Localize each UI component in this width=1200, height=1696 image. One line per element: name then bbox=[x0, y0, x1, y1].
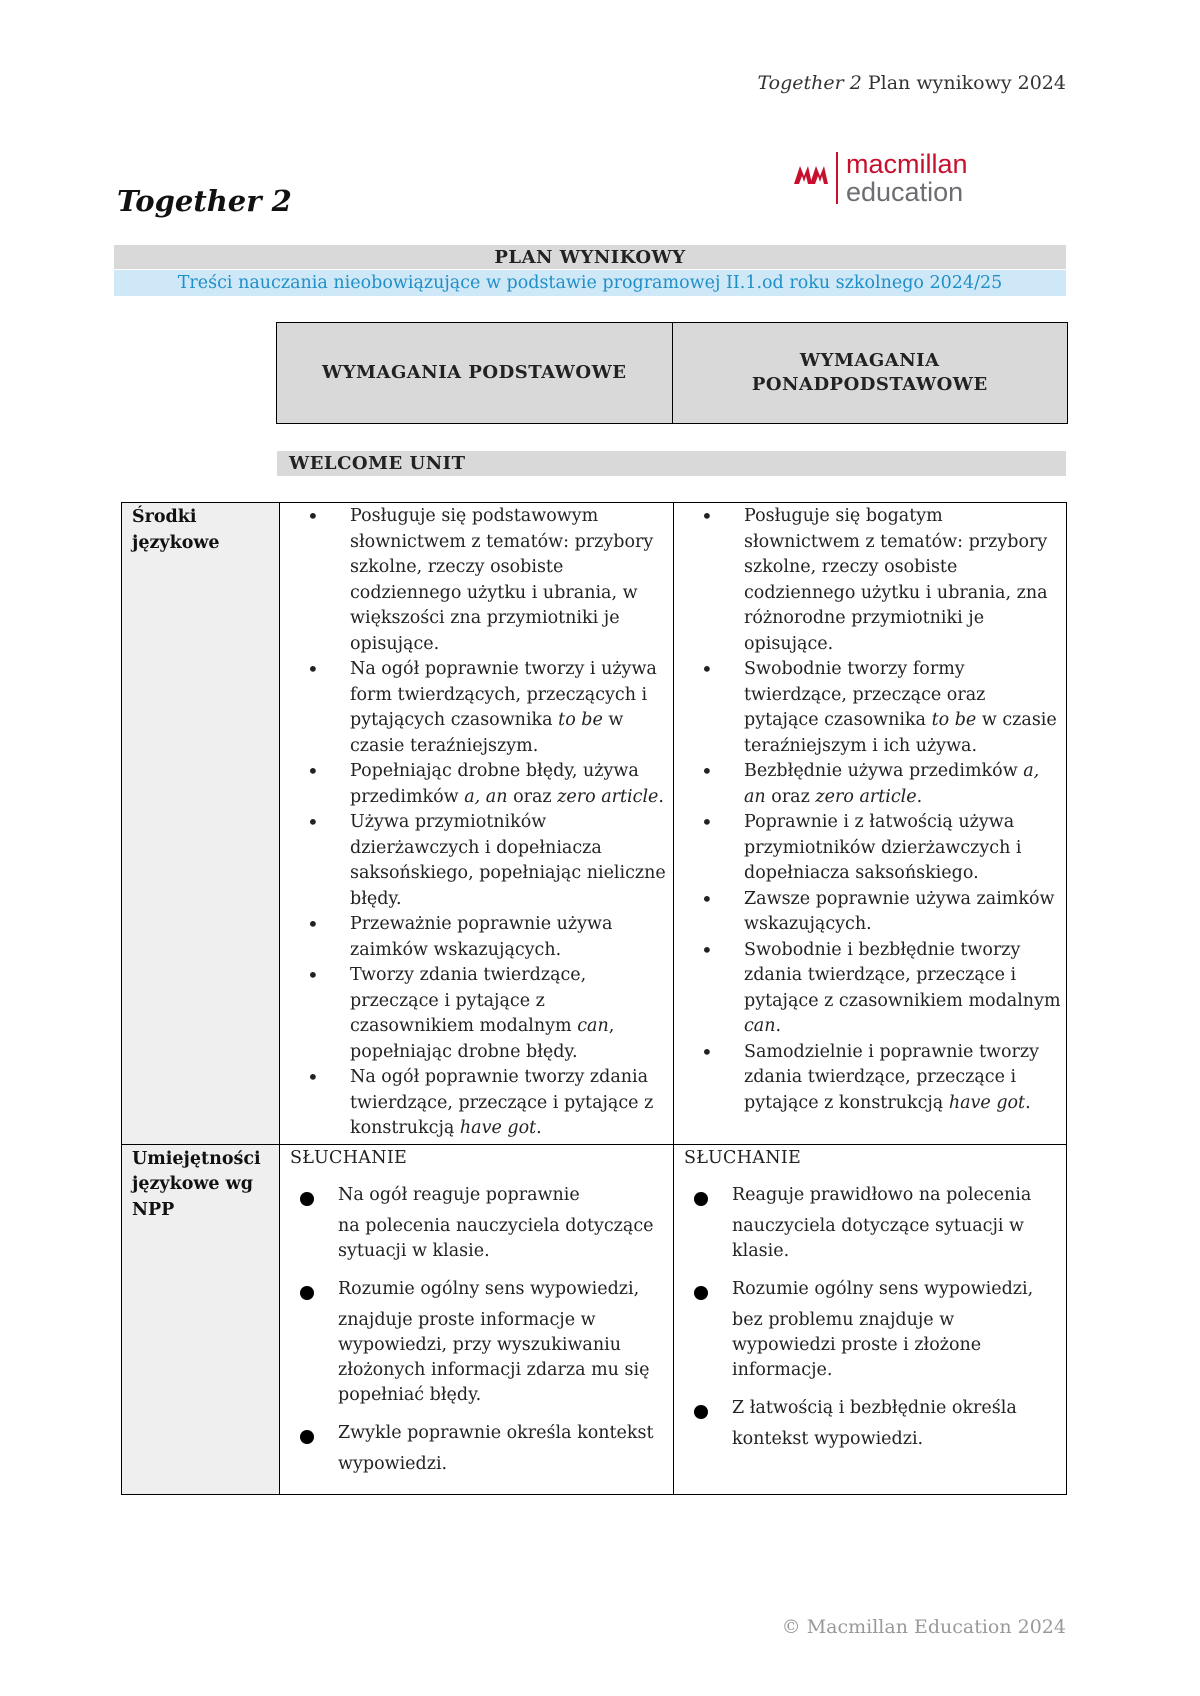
italic-term: a, an bbox=[464, 786, 508, 807]
item-text: Posługuje się bogatym słownictwem z tematów: przybory szkolne, rzeczy osobiste codziennego użytku i ubrania, zna różnorodne przymiotniki je opisujące. bbox=[744, 506, 1048, 654]
item-text: , popełniając drobne błędy. bbox=[350, 1016, 615, 1062]
list-item bbox=[686, 887, 1062, 938]
footer-copyright: © Macmillan Education 2024 bbox=[781, 1616, 1066, 1638]
series-name: Together 2 bbox=[757, 72, 862, 94]
table-row bbox=[122, 503, 1067, 1145]
item-text: Z łatwością i bezbłędnie określa bbox=[732, 1398, 1017, 1418]
plan-heading: PLAN WYNIKOWY bbox=[114, 245, 1066, 269]
macmillan-logo bbox=[792, 150, 992, 210]
list-item bbox=[290, 1421, 665, 1477]
list-item bbox=[292, 504, 669, 657]
list-item bbox=[686, 938, 1062, 1040]
advanced-cell bbox=[674, 1144, 1067, 1494]
item-text: Przeważnie poprawnie używa zaimków wskazujących. bbox=[350, 914, 613, 960]
basic-list bbox=[280, 1171, 673, 1491]
italic-term: zero article bbox=[557, 786, 659, 807]
advanced-requirements-heading: WYMAGANIA PONADPODSTAWOWE bbox=[672, 323, 1068, 423]
logo-wordmark-macmillan: macmillan bbox=[846, 149, 968, 179]
requirements-header bbox=[276, 322, 1068, 424]
item-text: . bbox=[536, 1118, 542, 1138]
item-text: wypowiedzi. bbox=[338, 1454, 448, 1474]
item-text: nauczyciela dotyczące sytuacji w klasie. bbox=[732, 1216, 1025, 1261]
item-text: . bbox=[916, 786, 923, 807]
logo-divider bbox=[836, 152, 838, 204]
item-text: Na ogół poprawnie tworzy zdania twierdzące, przeczące i pytające z konstrukcją bbox=[350, 1067, 654, 1138]
item-text: kontekst wypowiedzi. bbox=[732, 1429, 924, 1449]
item-text: Używa przymiotników dzierżawczych i dopełniacza saksońskiego, popełniając nieliczne błędy. bbox=[350, 812, 666, 909]
logo-wordmark-education: education bbox=[846, 177, 964, 207]
running-header bbox=[757, 72, 1066, 94]
list-item bbox=[292, 657, 669, 759]
list-item bbox=[292, 912, 669, 963]
item-text: oraz bbox=[765, 786, 816, 807]
list-item bbox=[684, 1277, 1058, 1383]
item-text: Swobodnie i bezbłędnie tworzy zdania twierdzące, przeczące i pytające z czasownikiem modalnym bbox=[744, 939, 1061, 1011]
basic-requirements-heading: WYMAGANIA PODSTAWOWE bbox=[321, 362, 627, 383]
unit-heading: WELCOME UNIT bbox=[277, 451, 1066, 476]
list-item bbox=[292, 759, 669, 810]
advanced-list bbox=[674, 1171, 1066, 1466]
basic-cell bbox=[280, 503, 674, 1145]
running-title: Plan wynikowy 2024 bbox=[861, 72, 1066, 94]
list-item bbox=[686, 657, 1062, 759]
basic-cell bbox=[280, 1144, 674, 1494]
item-text: . bbox=[775, 1016, 782, 1036]
list-item bbox=[292, 963, 669, 1065]
list-item bbox=[686, 759, 1062, 810]
list-item bbox=[292, 1065, 669, 1142]
requirements-table bbox=[121, 502, 1067, 1495]
section-listening: SŁUCHANIE bbox=[684, 1147, 802, 1168]
item-text: Na ogół reaguje poprawnie bbox=[338, 1185, 580, 1205]
item-text: Zawsze poprawnie używa zaimków wskazujących. bbox=[744, 888, 1055, 934]
advanced-cell bbox=[674, 503, 1067, 1145]
item-text: Poprawnie i z łatwością używa przymiotników dzierżawczych i dopełniacza saksońskiego. bbox=[744, 812, 1022, 883]
list-item bbox=[686, 1040, 1062, 1117]
item-text: w czasie teraźniejszym. bbox=[350, 710, 624, 756]
item-text: w czasie teraźniejszym i ich używa. bbox=[744, 710, 1057, 756]
item-text: Swobodnie tworzy formy twierdzące, przeczące oraz pytające czasownika bbox=[744, 659, 986, 730]
item-text: . bbox=[1025, 1092, 1031, 1113]
list-item bbox=[684, 1396, 1058, 1452]
list-item bbox=[686, 504, 1062, 657]
italic-term: zero article bbox=[815, 786, 917, 807]
item-text: Popełniając drobne błędy, używa przedimków bbox=[350, 761, 639, 807]
item-text: Na ogół poprawnie tworzy i używa form twierdzących, przeczących i pytających czasownika bbox=[350, 659, 657, 730]
italic-term: a, an bbox=[744, 761, 1040, 807]
list-item bbox=[292, 810, 669, 912]
italic-term: have got bbox=[459, 1118, 537, 1138]
row-label-skills: Umiejętności językowe wg NPP bbox=[122, 1144, 280, 1494]
item-text: Tworzy zdania twierdzące, przeczące i pytające z czasownikiem modalnym bbox=[350, 965, 587, 1036]
list-item bbox=[686, 810, 1062, 887]
advanced-list bbox=[674, 503, 1066, 1118]
italic-term: to be bbox=[931, 710, 977, 730]
italic-term: have got bbox=[948, 1092, 1026, 1113]
macmillan-m-icon bbox=[792, 158, 830, 190]
item-text: oraz bbox=[507, 786, 558, 807]
table-row bbox=[122, 1144, 1067, 1494]
section-listening: SŁUCHANIE bbox=[290, 1147, 408, 1168]
item-text: Zwykle poprawnie określa kontekst bbox=[338, 1423, 654, 1443]
scope-note: Treści nauczania nieobowiązujące w podstawie programowej II.1.od roku szkolnego 2024/25 bbox=[114, 270, 1066, 296]
list-item bbox=[290, 1277, 665, 1408]
item-text: Bezbłędnie używa przedimków bbox=[744, 761, 1024, 781]
italic-term: to be bbox=[558, 710, 603, 730]
item-text: na polecenia nauczyciela dotyczące sytuacji w klasie. bbox=[338, 1216, 654, 1261]
basic-list bbox=[280, 503, 673, 1144]
item-text: Reaguje prawidłowo na polecenia bbox=[732, 1185, 1032, 1205]
list-item bbox=[290, 1183, 665, 1264]
item-text: Samodzielnie i poprawnie tworzy zdania twierdzące, przeczące i pytające z konstrukcją bbox=[744, 1041, 1039, 1113]
list-item bbox=[684, 1183, 1058, 1264]
item-text: Rozumie ogólny sens wypowiedzi, bbox=[732, 1279, 1034, 1299]
row-label-language: Środki językowe bbox=[122, 503, 280, 1145]
item-text: Rozumie ogólny sens wypowiedzi, bbox=[338, 1279, 640, 1299]
italic-term: can bbox=[744, 1016, 776, 1036]
item-text: znajduje proste informacje w wypowiedzi, przy wyszukiwaniu złożonych informacji zdarza mu się popełniać błędy. bbox=[338, 1310, 650, 1405]
item-text: . bbox=[658, 786, 664, 807]
item-text: bez problemu znajduje w wypowiedzi proste i złożone informacje. bbox=[732, 1310, 982, 1380]
italic-term: can bbox=[577, 1016, 609, 1036]
item-text: Posługuje się podstawowym słownictwem z tematów: przybory szkolne, rzeczy osobiste codziennego użytku i ubrania, w większości zna przymiotniki je opisujące. bbox=[350, 506, 654, 654]
document-title: Together 2 bbox=[117, 184, 292, 218]
